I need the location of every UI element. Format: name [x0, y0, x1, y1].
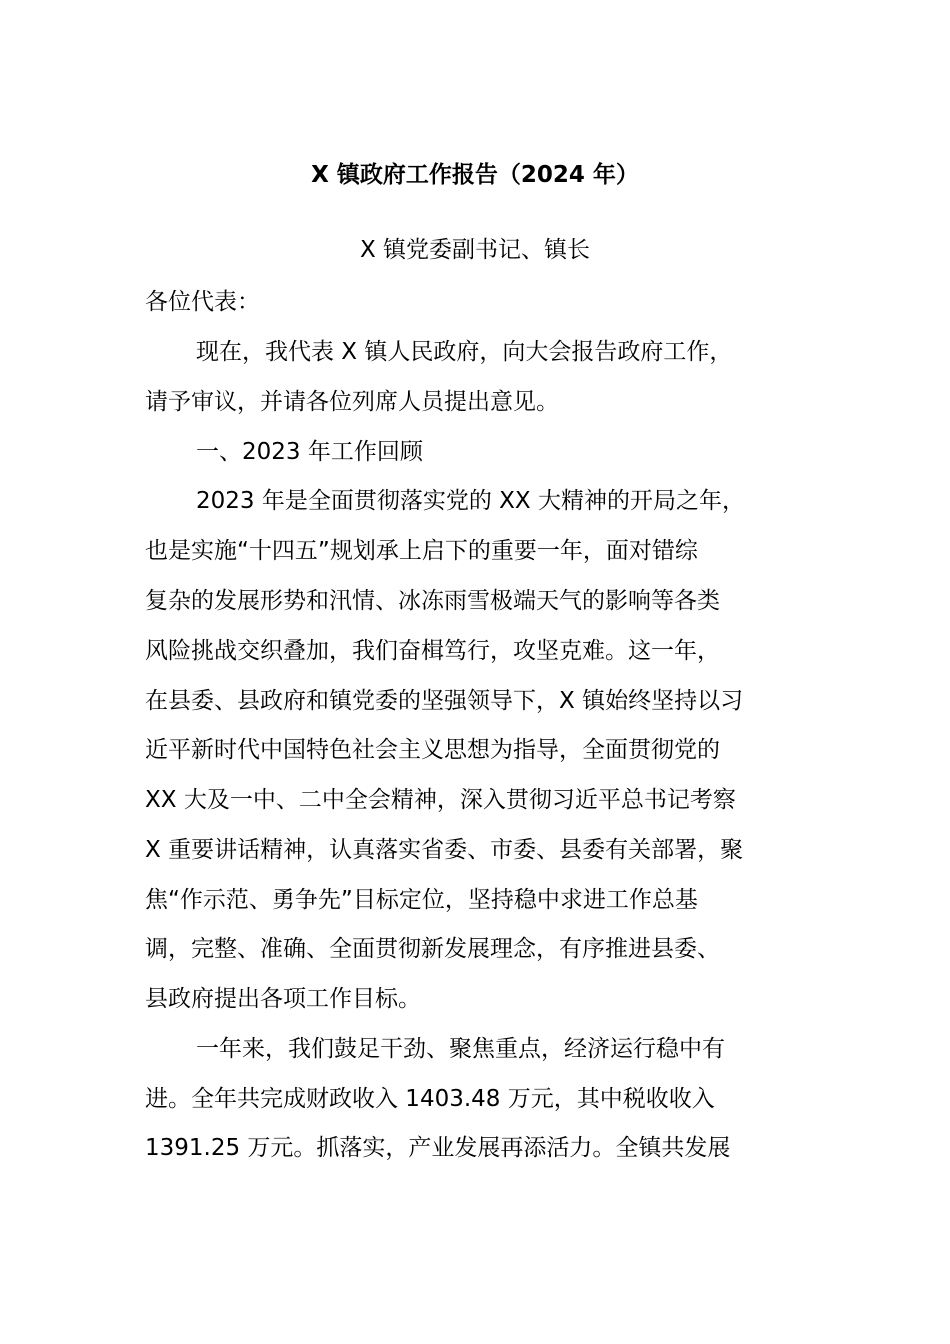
body-line: 焦“作示范、勇争先”目标定位，坚持稳中求进工作总基	[145, 887, 698, 913]
section-heading: 一、2023 年工作回顾	[196, 439, 423, 465]
body-line: 一年来，我们鼓足干劲、聚焦重点，经济运行稳中有	[196, 1036, 725, 1062]
document-title: X 镇政府工作报告（2024 年）	[311, 162, 639, 188]
body-line: 请予审议，并请各位列席人员提出意见。	[145, 389, 559, 415]
body-line: 也是实施“十四五”规划承上启下的重要一年，面对错综	[145, 538, 698, 564]
body-line: 现在，我代表 X 镇人民政府，向大会报告政府工作，	[196, 339, 733, 365]
body-line: 进。全年共完成财政收入 1403.48 万元，其中税收收入	[145, 1086, 715, 1112]
document-author: X 镇党委副书记、镇长	[359, 237, 591, 263]
body-line: 复杂的发展形势和汛情、冰冻雨雪极端天气的影响等各类	[145, 588, 720, 614]
body-line: 在县委、县政府和镇党委的坚强领导下，X 镇始终坚持以习	[145, 688, 744, 714]
body-line: 1391.25 万元。抓落实，产业发展再添活力。全镇共发展	[145, 1135, 731, 1161]
body-line: 县政府提出各项工作目标。	[145, 986, 421, 1012]
body-line: 风险挑战交织叠加，我们奋楫笃行，攻坚克难。这一年，	[145, 638, 720, 664]
body-line: 调，完整、准确、全面贯彻新发展理念，有序推进县委、	[145, 936, 720, 962]
body-line: XX 大及一中、二中全会精神，深入贯彻习近平总书记考察	[145, 787, 736, 813]
body-line: X 重要讲话精神，认真落实省委、市委、县委有关部署，聚	[145, 837, 744, 863]
salutation: 各位代表：	[145, 289, 260, 315]
body-line: 近平新时代中国特色社会主义思想为指导，全面贯彻党的	[145, 737, 720, 763]
body-line: 2023 年是全面贯彻落实党的 XX 大精神的开局之年，	[196, 488, 745, 514]
